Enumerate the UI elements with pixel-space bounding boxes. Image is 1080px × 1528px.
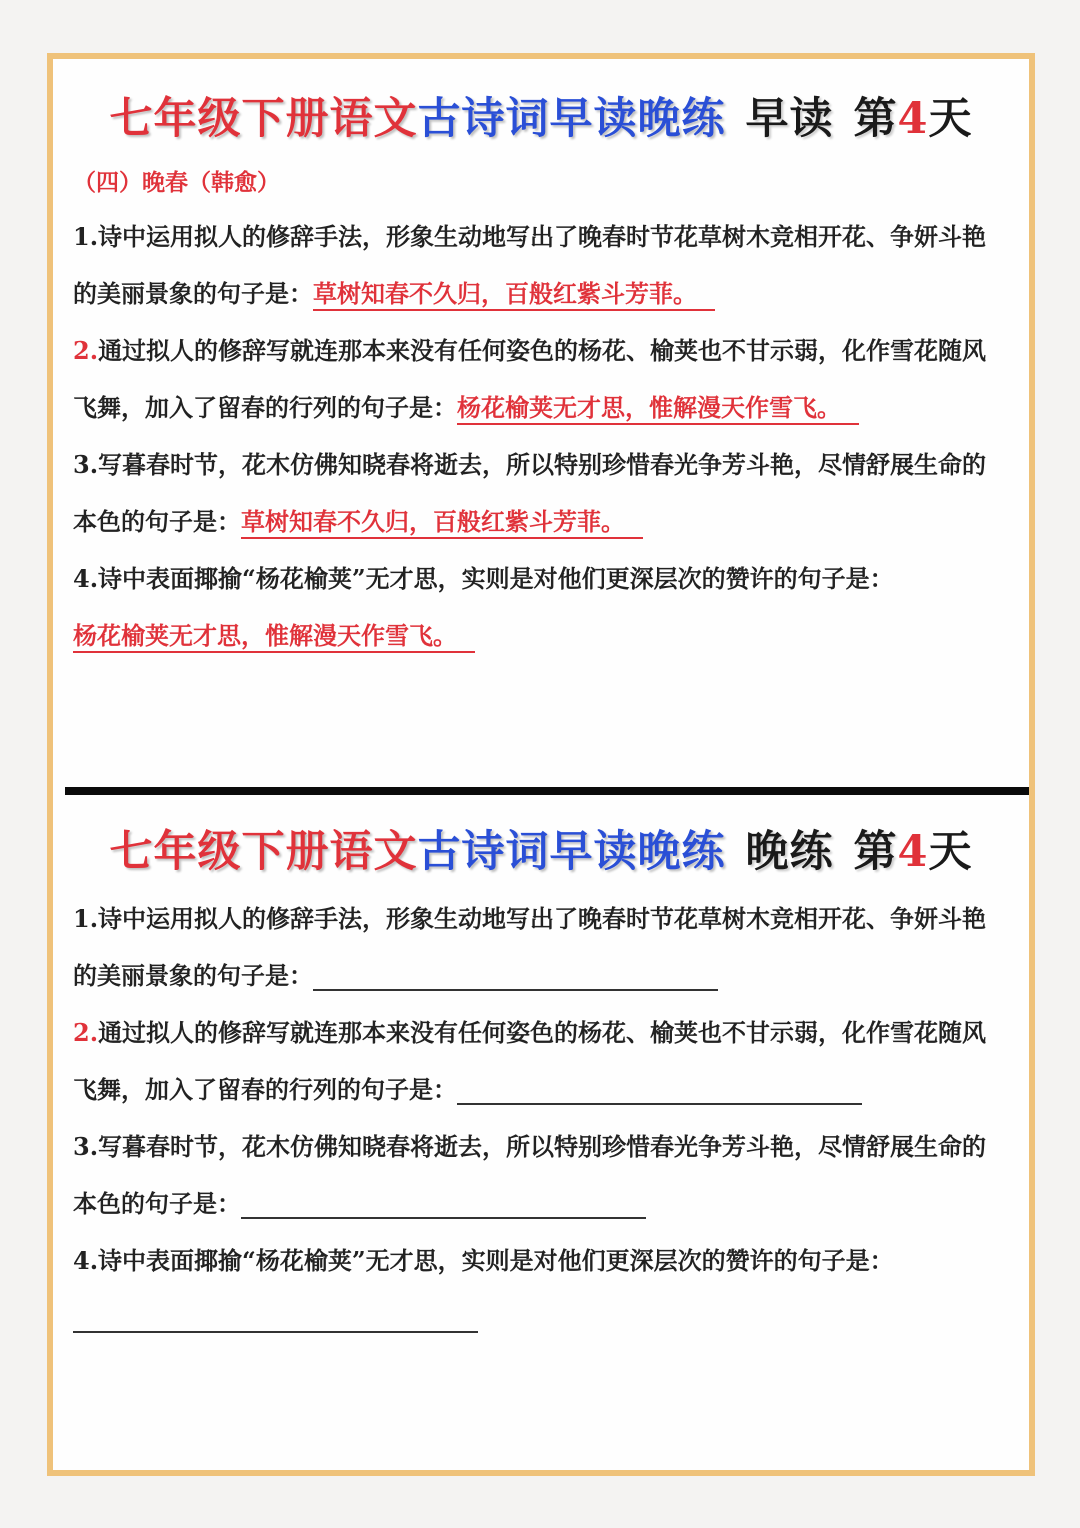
title-day-prefix: 第 [853, 94, 898, 144]
question-4-line-2 [73, 1303, 1013, 1333]
question-3-line-2 [73, 507, 1013, 539]
poem-subtitle: （四）晚春（韩愈） [73, 169, 280, 196]
question-3-answer-blank[interactable] [241, 1191, 646, 1219]
section-divider [65, 787, 1029, 795]
morning-title [53, 85, 1029, 146]
question-1-prompt: 的美丽景象的句子是： [73, 279, 313, 308]
question-1-line-2 [73, 961, 1013, 991]
evening-practice-section [53, 796, 1029, 1470]
question-4-line-1: 4.诗中表面揶揄“杨花榆荚”无才思，实则是对他们更深层次的赞许的句子是： [73, 1246, 894, 1275]
question-4-answer-blank[interactable] [73, 1305, 478, 1333]
question-3-line-1: 3.写暮春时节，花木仿佛知晓春将逝去，所以特别珍惜春光争芳斗艳，尽情舒展生命的 [73, 1132, 987, 1161]
title-kind-text: 晚练 [745, 827, 834, 877]
question-1-answer: 草树知春不久归，百般红紫斗芳菲。 [313, 279, 715, 311]
question-2-line-2 [73, 1075, 1013, 1105]
question-3-prompt: 本色的句子是： [73, 1189, 241, 1218]
question-2-line-2 [73, 393, 1013, 425]
question-2-prompt: 飞舞，加入了留春的行列的句子是： [73, 1075, 457, 1104]
question-4-answer: 杨花榆荚无才思，惟解漫天作雪飞。 [73, 621, 475, 653]
question-3-prompt: 本色的句子是： [73, 507, 241, 536]
question-1-line-2 [73, 279, 1013, 311]
question-3-answer: 草树知春不久归，百般红紫斗芳菲。 [241, 507, 643, 539]
question-2-number: 2. [73, 336, 99, 365]
question-2-prompt: 飞舞，加入了留春的行列的句子是： [73, 393, 457, 422]
question-2-line-1 [73, 336, 1013, 366]
title-series-text: 古诗词早读晚练 [417, 94, 726, 144]
title-series-text: 古诗词早读晚练 [417, 827, 726, 877]
question-2-text: 通过拟人的修辞写就连那本来没有任何姿色的杨花、榆荚也不甘示弱，化作雪花随风 [98, 1018, 987, 1047]
morning-reading-section [53, 59, 1029, 787]
question-1-line-1: 1.诗中运用拟人的修辞手法，形象生动地写出了晚春时节花草树木竞相开花、争妍斗艳 [73, 904, 987, 933]
question-4-line-1: 4.诗中表面揶揄“杨花榆荚”无才思，实则是对他们更深层次的赞许的句子是： [73, 564, 894, 593]
evening-title [53, 818, 1029, 879]
question-2-answer: 杨花榆荚无才思，惟解漫天作雪飞。 [457, 393, 859, 425]
question-2-text: 通过拟人的修辞写就连那本来没有任何姿色的杨花、榆荚也不甘示弱，化作雪花随风 [98, 336, 987, 365]
title-grade-text: 七年级下册语文 [109, 827, 418, 877]
question-2-line-1 [73, 1018, 1013, 1048]
question-1-answer-blank[interactable] [313, 963, 718, 991]
title-day-prefix: 第 [853, 827, 898, 877]
title-kind-text: 早读 [745, 94, 834, 144]
question-2-answer-blank[interactable] [457, 1077, 862, 1105]
title-day-suffix: 天 [928, 94, 973, 144]
question-4-line-2 [73, 621, 1013, 653]
title-day-suffix: 天 [928, 827, 973, 877]
title-day-number: 4 [897, 827, 929, 877]
title-grade-text: 七年级下册语文 [109, 94, 418, 144]
question-1-line-1: 1.诗中运用拟人的修辞手法，形象生动地写出了晚春时节花草树木竞相开花、争妍斗艳 [73, 222, 987, 251]
question-1-prompt: 的美丽景象的句子是： [73, 961, 313, 990]
question-3-line-1: 3.写暮春时节，花木仿佛知晓春将逝去，所以特别珍惜春光争芳斗艳，尽情舒展生命的 [73, 450, 987, 479]
question-2-number: 2. [73, 1018, 99, 1047]
worksheet-frame [47, 53, 1035, 1476]
title-day-number: 4 [897, 94, 929, 144]
question-3-line-2 [73, 1189, 1013, 1219]
